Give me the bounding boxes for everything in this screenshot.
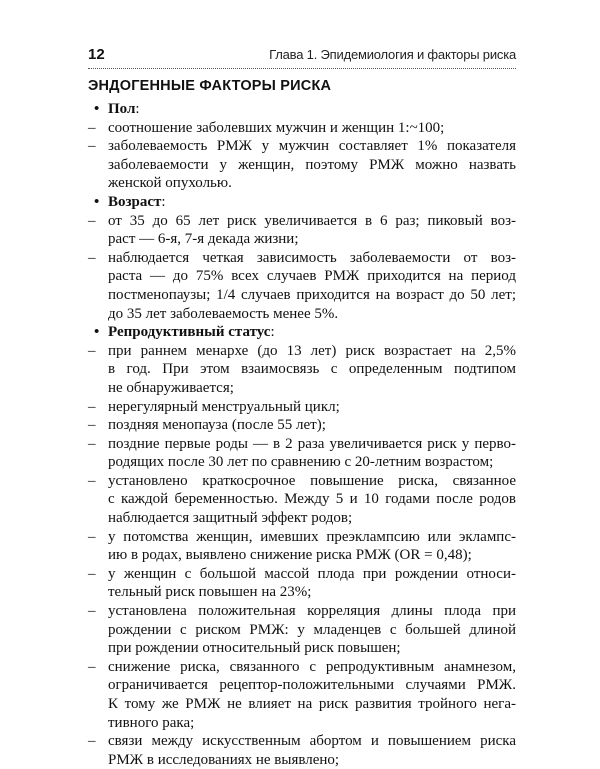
dash-marker: – (88, 472, 96, 489)
item-text-line: заболеваемость РМЖ у мужчин составляет 1% показателя (108, 138, 516, 155)
list-item (88, 435, 516, 472)
content-body (88, 100, 516, 769)
item-text-line: снижение риска, связанного с репродуктивным анамнезом, (108, 658, 516, 675)
dash-marker: – (88, 528, 96, 545)
item-text-line: с каждой беременностью. Между 5 и 10 годами после родов (108, 491, 516, 508)
item-text-line: ограничивается рецептор-положительными случаями РМЖ. (108, 677, 516, 694)
bullet-icon: • (94, 101, 100, 117)
dash-marker: – (88, 119, 96, 136)
item-text-line: раст — 6-я, 7-я декада жизни; (108, 231, 299, 248)
item-text-line: раста — до 75% всех случаев РМЖ приходится на период (108, 268, 516, 285)
heading-label: Возраст (108, 193, 162, 210)
item-text-line: поздняя менопауза (после 55 лет); (108, 417, 326, 434)
list-item (88, 528, 516, 565)
item-text-line: связи между искусственным абортом и повышением риска (108, 733, 516, 750)
item-text-line: ию в родах, выявлено снижение риска РМЖ (OR = 0,48); (108, 547, 472, 564)
dash-marker: – (88, 342, 96, 359)
dash-marker: – (88, 603, 96, 620)
list-item (88, 602, 516, 658)
page-header (88, 46, 516, 68)
dash-marker: – (88, 212, 96, 229)
item-text-line: наблюдается четкая зависимость заболеваемости от воз- (108, 249, 516, 266)
bullet-icon: • (94, 193, 100, 210)
list-item (88, 119, 516, 138)
item-text-line: тивного рака; (108, 714, 195, 731)
item-text-line: при раннем менархе (до 13 лет) риск возрастает на 2,5% (108, 342, 516, 359)
list-item (88, 249, 516, 323)
heading-label: Репродуктивный статус (108, 324, 271, 341)
item-text-line: при рождении относительный риск повышен; (108, 640, 401, 657)
list-item (88, 658, 516, 732)
item-text-line: до 35 лет заболеваемость менее 5%. (108, 305, 339, 322)
dash-marker: – (88, 658, 96, 675)
dash-marker: – (88, 398, 96, 415)
dash-marker: – (88, 249, 96, 266)
item-text-line: у потомства женщин, имевших преэклампсию или эклампс- (108, 528, 516, 545)
item-text-line: тельный риск повышен на 23%; (108, 584, 312, 601)
list-item (88, 565, 516, 602)
bullet-icon: • (94, 324, 100, 341)
item-text-line: родящих после 30 лет по сравнению с 20-летним возрастом; (108, 454, 494, 471)
dash-marker: – (88, 733, 96, 750)
item-text-line: у женщин с большой массой плода при рождении относи- (108, 565, 516, 582)
item-text-line: не обнаруживается; (108, 379, 234, 396)
dash-marker: – (88, 435, 96, 452)
item-text-line: постменопаузы; 1/4 случаев приходится на возраст до 50 лет; (108, 286, 516, 303)
page-number: 12 (88, 46, 105, 63)
item-text-line: от 35 до 65 лет риск увеличивается в 6 раз; пиковый воз- (108, 212, 516, 229)
group-heading: • Репродуктивный статус: (94, 324, 275, 341)
item-text-line: женской опухолью. (108, 175, 232, 192)
item-text-line: рождении с риском РМЖ: у младенцев с большей длиной (108, 621, 516, 638)
item-text-line: в год. При этом взаимосвязь с определенным подтипом (108, 361, 516, 378)
item-text-line: установлена положительная корреляция длины плода при (108, 603, 516, 620)
list-item (88, 398, 516, 417)
dash-marker: – (88, 138, 96, 155)
item-text-line: заболеваемости у женщин, поэтому РМЖ можно назвать (108, 156, 516, 173)
list-item (88, 212, 516, 249)
group-heading: • Возраст: (94, 193, 166, 210)
header-rule (88, 68, 516, 69)
item-text-line: РМЖ в исследованиях не выявлено; (108, 751, 340, 768)
heading-label: Пол (108, 101, 136, 117)
group-heading: • Пол: (94, 101, 140, 117)
list-item (88, 342, 516, 398)
item-text-line: К тому же РМЖ не влияет на риск развития тройного нега- (108, 696, 516, 712)
section-title: ЭНДОГЕННЫЕ ФАКТОРЫ РИСКА (88, 78, 332, 94)
item-text-line: соотношение заболевших мужчин и женщин 1:~100; (108, 119, 445, 136)
running-head: Глава 1. Эпидемиология и факторы риска (269, 47, 516, 62)
dash-marker: – (88, 565, 96, 582)
list-item (88, 472, 516, 528)
list-item (88, 416, 516, 435)
dash-marker: – (88, 417, 96, 434)
item-text-line: поздние первые роды — в 2 раза увеличивается риск у перво- (108, 435, 516, 452)
list-item (88, 732, 516, 769)
item-text-line: наблюдается защитный эффект родов; (108, 510, 353, 527)
item-text-line: установлено краткосрочное повышение риска, связанное (108, 472, 516, 489)
list-item (88, 137, 516, 193)
item-text-line: нерегулярный менструальный цикл; (108, 398, 340, 415)
